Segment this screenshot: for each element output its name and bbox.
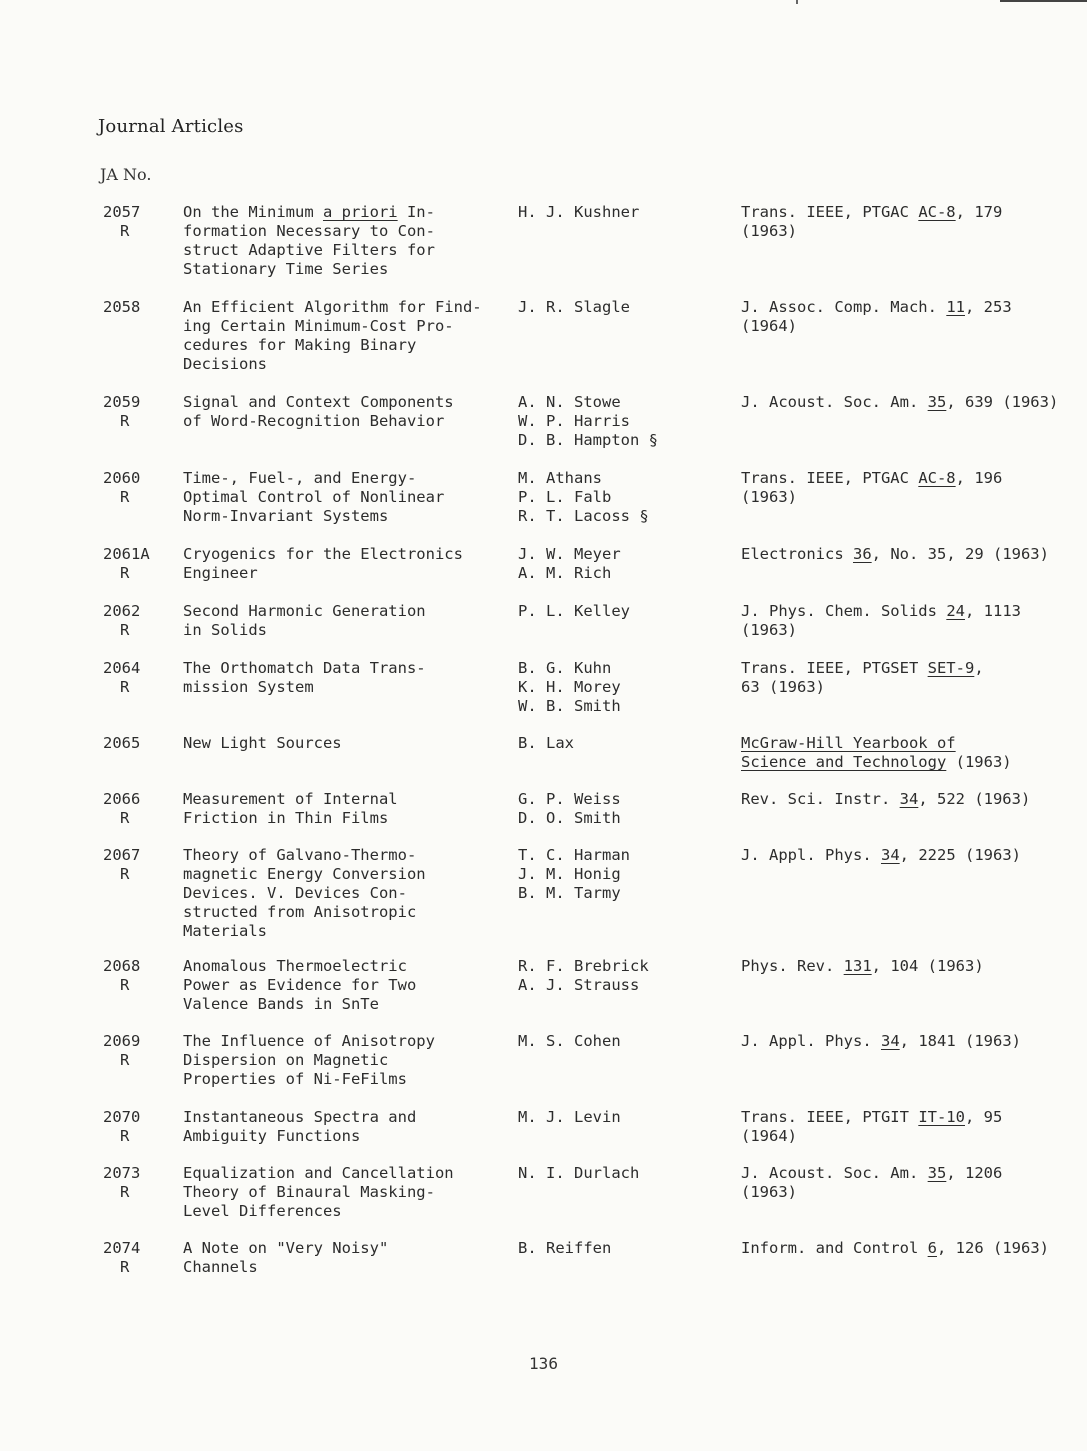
article-title: [183, 1032, 503, 1089]
ja-suffix: R: [120, 678, 130, 696]
author-name: M. S. Cohen: [518, 1032, 621, 1050]
author-name: N. I. Durlach: [518, 1164, 640, 1182]
article-title: [183, 469, 503, 526]
title-line: New Light Sources: [183, 734, 342, 752]
volume-number: 34: [880, 846, 900, 864]
title-line: of Word-Recognition Behavior: [183, 412, 445, 430]
article-number: [103, 659, 173, 697]
ja-suffix: R: [120, 621, 130, 639]
reference-line: (1964): [741, 1127, 797, 1145]
title-line: Ambiguity Functions: [183, 1127, 361, 1145]
title-line: Anomalous Thermoelectric: [183, 957, 407, 975]
ja-suffix: R: [120, 488, 130, 506]
article-reference: [741, 846, 1081, 865]
article-authors: [518, 469, 728, 526]
ja-number: 2068: [103, 957, 141, 975]
title-line: Dispersion on Magnetic: [183, 1051, 389, 1069]
ja-suffix: R: [120, 1051, 130, 1069]
ja-number: 2066: [103, 790, 141, 808]
ja-number: 2065: [103, 734, 141, 752]
ja-number: 2067: [103, 846, 141, 864]
reference-line: J. Acoust. Soc. Am. 35, 1206: [741, 1164, 1003, 1182]
volume-number: Science and Technology: [741, 753, 947, 771]
reference-line: J. Appl. Phys. 34, 2225 (1963): [741, 846, 1021, 864]
author-name: D. B. Hampton §: [518, 431, 658, 449]
ja-suffix: R: [120, 564, 130, 582]
article-number: [103, 734, 173, 753]
volume-number: 35: [927, 1164, 947, 1182]
reference-line: Rev. Sci. Instr. 34, 522 (1963): [741, 790, 1031, 808]
article-number: [103, 846, 173, 884]
article-authors: [518, 1239, 728, 1258]
author-name: R. T. Lacoss §: [518, 507, 649, 525]
author-name: J. M. Honig: [518, 865, 621, 883]
article-authors: [518, 957, 728, 995]
author-name: M. J. Levin: [518, 1108, 621, 1126]
ja-number: 2061A: [103, 545, 150, 563]
article-title: [183, 659, 503, 697]
author-name: J. W. Meyer: [518, 545, 621, 563]
article-authors: [518, 203, 728, 222]
reference-line: Trans. IEEE, PTGAC AC-8, 196: [741, 469, 1003, 487]
author-name: D. O. Smith: [518, 809, 621, 827]
reference-line: Inform. and Control 6, 126 (1963): [741, 1239, 1049, 1257]
reference-line: J. Acoust. Soc. Am. 35, 639 (1963): [741, 393, 1059, 411]
reference-line: (1963): [741, 1183, 797, 1201]
section-title: Journal Articles: [98, 116, 244, 137]
title-line: in Solids: [183, 621, 267, 639]
article-number: [103, 1164, 173, 1202]
article-reference: [741, 1032, 1081, 1051]
author-name: A. M. Rich: [518, 564, 612, 582]
ja-suffix: R: [120, 809, 130, 827]
title-line: Friction in Thin Films: [183, 809, 389, 827]
ja-number: 2062: [103, 602, 141, 620]
title-line: Second Harmonic Generation: [183, 602, 426, 620]
author-name: B. Reiffen: [518, 1239, 612, 1257]
title-line: Properties of Ni-FeFilms: [183, 1070, 407, 1088]
reference-line: Electronics 36, No. 35, 29 (1963): [741, 545, 1049, 563]
article-reference: [741, 469, 1081, 507]
author-name: W. B. Smith: [518, 697, 621, 715]
article-number: [103, 1032, 173, 1070]
column-header-ja-no: JA No.: [100, 165, 152, 184]
title-line: Decisions: [183, 355, 267, 373]
article-title: [183, 1164, 503, 1221]
article-number: [103, 790, 173, 828]
author-name: B. G. Kuhn: [518, 659, 612, 677]
title-line: Optimal Control of Nonlinear: [183, 488, 445, 506]
reference-line: Science and Technology (1963): [741, 753, 1012, 771]
ja-number: 2058: [103, 298, 141, 316]
reference-line: J. Appl. Phys. 34, 1841 (1963): [741, 1032, 1021, 1050]
volume-number: IT-10: [918, 1108, 965, 1126]
article-reference: [741, 1108, 1081, 1146]
title-line: Engineer: [183, 564, 258, 582]
author-name: H. J. Kushner: [518, 203, 640, 221]
title-line: Signal and Context Components: [183, 393, 454, 411]
title-line: Theory of Galvano-Thermo-: [183, 846, 417, 864]
volume-number: 35: [927, 393, 947, 411]
article-number: [103, 298, 173, 317]
title-line: The Influence of Anisotropy: [183, 1032, 435, 1050]
article-title: [183, 203, 503, 279]
volume-number: 6: [927, 1239, 937, 1257]
emphasis: a priori: [322, 203, 398, 221]
article-reference: [741, 1164, 1081, 1202]
ja-suffix: R: [120, 1127, 130, 1145]
title-line: Time-, Fuel-, and Energy-: [183, 469, 417, 487]
article-number: [103, 602, 173, 640]
article-title: [183, 790, 503, 828]
title-line: Equalization and Cancellation: [183, 1164, 454, 1182]
article-number: [103, 545, 173, 583]
ja-number: 2060: [103, 469, 141, 487]
reference-line: Phys. Rev. 131, 104 (1963): [741, 957, 984, 975]
ja-number: 2069: [103, 1032, 141, 1050]
reference-line: (1963): [741, 488, 797, 506]
ja-number: 2074: [103, 1239, 141, 1257]
volume-number: 11: [946, 298, 965, 316]
article-reference: [741, 602, 1081, 640]
reference-line: Trans. IEEE, PTGSET SET-9,: [741, 659, 984, 677]
article-reference: [741, 298, 1081, 336]
title-line: cedures for Making Binary: [183, 336, 417, 354]
title-line: An Efficient Algorithm for Find-: [183, 298, 482, 316]
reference-line: (1964): [741, 317, 797, 335]
article-number: [103, 1108, 173, 1146]
article-authors: [518, 846, 728, 903]
author-name: A. J. Strauss: [518, 976, 640, 994]
article-title: [183, 298, 503, 374]
title-line: Level Differences: [183, 1202, 342, 1220]
article-title: [183, 602, 503, 640]
article-reference: [741, 734, 1081, 772]
ja-number: 2070: [103, 1108, 141, 1126]
author-name: T. C. Harman: [518, 846, 630, 864]
title-line: Norm-Invariant Systems: [183, 507, 389, 525]
title-line: Devices. V. Devices Con-: [183, 884, 407, 902]
title-line: Valence Bands in SnTe: [183, 995, 379, 1013]
reference-line: J. Phys. Chem. Solids 24, 1113: [741, 602, 1021, 620]
article-number: [103, 393, 173, 431]
article-reference: [741, 957, 1081, 976]
article-number: [103, 957, 173, 995]
title-line: Channels: [183, 1258, 258, 1276]
article-authors: [518, 1164, 728, 1183]
reference-line: Trans. IEEE, PTGIT IT-10, 95: [741, 1108, 1003, 1126]
article-title: [183, 393, 503, 431]
volume-number: 36: [852, 545, 872, 563]
article-authors: [518, 1108, 728, 1127]
article-authors: [518, 298, 728, 317]
title-line: Stationary Time Series: [183, 260, 389, 278]
title-line: Power as Evidence for Two: [183, 976, 417, 994]
author-name: M. Athans: [518, 469, 602, 487]
volume-number: AC-8: [918, 203, 956, 221]
title-line: Measurement of Internal: [183, 790, 398, 808]
title-line: Materials: [183, 922, 267, 940]
ja-number: 2057: [103, 203, 141, 221]
author-name: A. N. Stowe: [518, 393, 621, 411]
reference-line: (1963): [741, 621, 797, 639]
volume-number: AC-8: [918, 469, 956, 487]
title-line: structed from Anisotropic: [183, 903, 417, 921]
author-name: W. P. Harris: [518, 412, 630, 430]
article-authors: [518, 1032, 728, 1051]
article-number: [103, 203, 173, 241]
ja-suffix: R: [120, 412, 130, 430]
title-line: struct Adaptive Filters for: [183, 241, 435, 259]
author-name: P. L. Kelley: [518, 602, 630, 620]
ja-number: 2064: [103, 659, 141, 677]
article-authors: [518, 393, 728, 450]
article-title: [183, 957, 503, 1014]
author-name: P. L. Falb: [518, 488, 612, 506]
volume-number: 34: [880, 1032, 900, 1050]
title-line: magnetic Energy Conversion: [183, 865, 426, 883]
title-line: Cryogenics for the Electronics: [183, 545, 463, 563]
title-line: mission System: [183, 678, 314, 696]
volume-number: SET-9: [927, 659, 975, 677]
reference-line: 63 (1963): [741, 678, 825, 696]
article-authors: [518, 734, 728, 753]
article-authors: [518, 790, 728, 828]
article-title: [183, 846, 503, 941]
article-reference: [741, 659, 1081, 697]
article-title: [183, 545, 503, 583]
reference-line: J. Assoc. Comp. Mach. 11, 253: [741, 298, 1012, 316]
title-line: Instantaneous Spectra and: [183, 1108, 417, 1126]
article-reference: [741, 545, 1081, 564]
ja-suffix: R: [120, 865, 130, 883]
title-line: The Orthomatch Data Trans-: [183, 659, 426, 677]
ja-suffix: R: [120, 1183, 130, 1201]
author-name: R. F. Brebrick: [518, 957, 649, 975]
title-line: formation Necessary to Con-: [183, 222, 435, 240]
article-number: [103, 469, 173, 507]
article-reference: [741, 1239, 1081, 1258]
title-line: On the Minimum a priori In-: [183, 203, 435, 221]
article-reference: [741, 393, 1081, 412]
author-name: J. R. Slagle: [518, 298, 630, 316]
author-name: K. H. Morey: [518, 678, 621, 696]
volume-number: McGraw-Hill Yearbook of: [741, 734, 956, 752]
article-authors: [518, 545, 728, 583]
volume-number: 24: [946, 602, 965, 620]
volume-number: 34: [899, 790, 919, 808]
article-authors: [518, 659, 728, 716]
ja-suffix: R: [120, 222, 130, 240]
ja-number: 2073: [103, 1164, 141, 1182]
author-name: B. Lax: [518, 734, 574, 752]
ja-number: 2059: [103, 393, 141, 411]
reference-line: [741, 734, 1081, 753]
ja-suffix: R: [120, 1258, 130, 1276]
article-reference: [741, 790, 1081, 809]
author-name: B. M. Tarmy: [518, 884, 621, 902]
article-title: [183, 1108, 503, 1146]
article-title: [183, 1239, 503, 1277]
author-name: G. P. Weiss: [518, 790, 621, 808]
title-line: ing Certain Minimum-Cost Pro-: [183, 317, 454, 335]
reference-line: (1963): [741, 222, 797, 240]
reference-line: Trans. IEEE, PTGAC AC-8, 179: [741, 203, 1003, 221]
article-authors: [518, 602, 728, 621]
article-reference: [741, 203, 1081, 241]
page-number: 136: [529, 1354, 558, 1373]
volume-number: 131: [843, 957, 872, 975]
ja-suffix: R: [120, 976, 130, 994]
article-number: [103, 1239, 173, 1277]
title-line: Theory of Binaural Masking-: [183, 1183, 435, 1201]
title-line: A Note on "Very Noisy": [183, 1239, 389, 1257]
article-title: [183, 734, 503, 753]
